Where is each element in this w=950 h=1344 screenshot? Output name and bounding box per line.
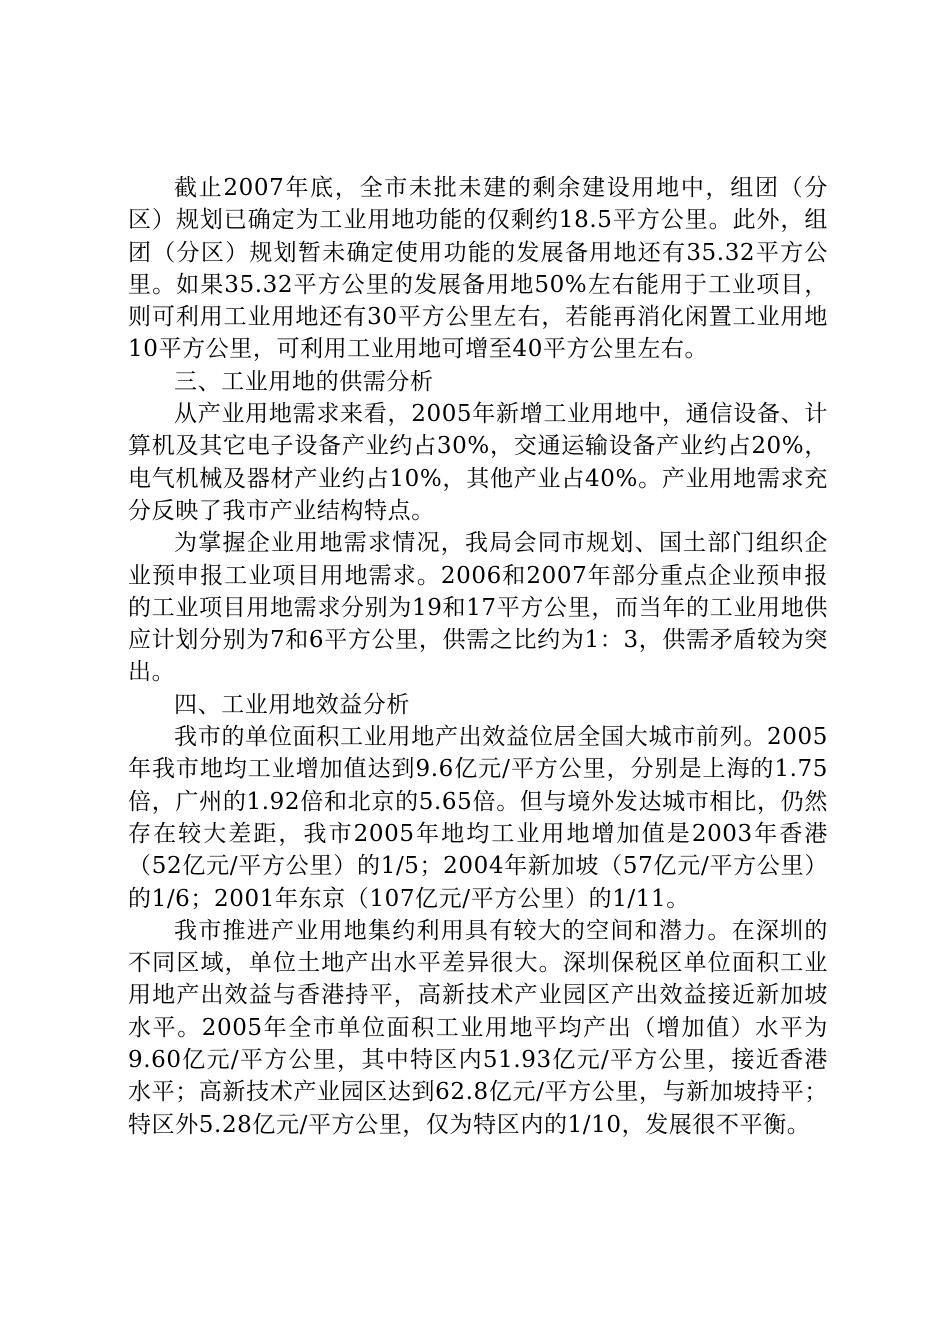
paragraph-enterprise-declaration: 为掌握企业用地需求情况，我局会同市规划、国土部门组织企业预申报工业项目用地需求。2006和2007年部分重点企业预申报的工业项目用地需求分别为19和17平方公里，而当年的工业用地供应计划分别为7和6平方公里，供需之比约为1：3，供需矛盾较为突出。 <box>128 530 828 686</box>
paragraph-output-efficiency: 我市的单位面积工业用地产出效益位居全国大城市前列。2005年我市地均工业增加值达到9.6亿元/平方公里，分别是上海的1.75倍，广州的1.92倍和北京的5.65倍。但与境外发达城市相比，仍然存在较大差距，我市2005年地均工业用地增加值是2003年香港（52亿元/平方公里）的1/5；2004年新加坡（57亿元/平方公里）的1/6；2001年东京（107亿元/平方公里）的1/11。 <box>128 724 828 912</box>
section-heading-supply-demand: 三、工业用地的供需分析 <box>174 368 434 395</box>
document-body <box>128 172 828 1141</box>
paragraph-industry-demand: 从产业用地需求来看，2005年新增工业用地中，通信设备、计算机及其它电子设备产业约占30%，交通运输设备产业约占20%，电气机械及器材产业约占10%，其他产业占40%。产业用地需求充分反映了我市产业结构特点。 <box>128 401 828 524</box>
section-heading-benefit-analysis: 四、工业用地效益分析 <box>174 691 410 718</box>
paragraph-intensive-use: 我市推进产业用地集约利用具有较大的空间和潜力。在深圳的不同区域，单位土地产出水平差异很大。深圳保税区单位面积工业用地产出效益与香港持平，高新技术产业园区产出效益接近新加坡水平。2005年全市单位面积工业用地平均产出（增加值）水平为9.60亿元/平方公里，其中特区内51.93亿元/平方公里，接近香港水平；高新技术产业园区达到62.8亿元/平方公里，与新加坡持平；特区外5.28亿元/平方公里，仅为特区内的1/10，发展很不平衡。 <box>128 917 828 1138</box>
paragraph-remaining-land: 截止2007年底，全市未批未建的剩余建设用地中，组团（分区）规划已确定为工业用地功能的仅剩约18.5平方公里。此外，组团（分区）规划暂未确定使用功能的发展备用地还有35.32平方公里。如果35.32平方公里的发展备用地50%左右能用于工业项目，则可利用工业用地还有30平方公里左右，若能再消化闲置工业用地10平方公里，可利用工业用地可增至40平方公里左右。 <box>128 175 828 363</box>
